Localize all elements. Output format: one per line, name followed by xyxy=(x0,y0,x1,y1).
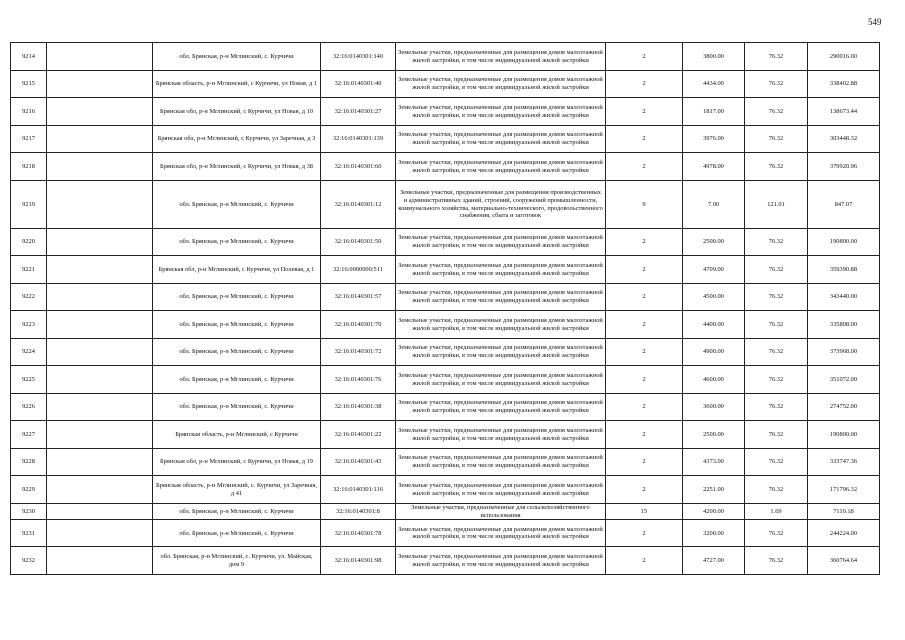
use-group-cell: 2 xyxy=(606,394,683,421)
land-use-cell: Земельные участки, предназначенные для размещения домов малоэтажной жилой застройки, в том числе индивидуальной жилой застройки xyxy=(396,153,606,181)
spacer-cell xyxy=(47,476,153,504)
spacer-cell xyxy=(47,339,153,366)
area-cell: 4200.00 xyxy=(683,504,745,520)
use-group-cell: 2 xyxy=(606,229,683,256)
cadastral-number-cell: 32:16:0140301:116 xyxy=(321,476,396,504)
area-cell: 4900.00 xyxy=(683,339,745,366)
row-number-cell: 9228 xyxy=(11,449,47,476)
use-group-cell: 2 xyxy=(606,449,683,476)
use-group-cell: 15 xyxy=(606,504,683,520)
table-row xyxy=(11,547,880,575)
use-group-cell: 2 xyxy=(606,366,683,394)
area-cell: 2500.00 xyxy=(683,421,745,449)
use-group-cell: 2 xyxy=(606,71,683,98)
land-use-cell: Земельные участки, предназначенные для размещения домов малоэтажной жилой застройки, в том числе индивидуальной жилой застройки xyxy=(396,229,606,256)
cadastral-value-cell: 244224.00 xyxy=(808,520,880,547)
use-group-cell: 2 xyxy=(606,547,683,575)
cadastral-number-cell: 32:16:0140301:22 xyxy=(321,421,396,449)
row-number-cell: 9217 xyxy=(11,126,47,153)
specific-value-cell: 76.32 xyxy=(745,394,808,421)
use-group-cell: 2 xyxy=(606,339,683,366)
spacer-cell xyxy=(47,98,153,126)
table-row xyxy=(11,153,880,181)
row-number-cell: 9224 xyxy=(11,339,47,366)
spacer-cell xyxy=(47,504,153,520)
use-group-cell: 2 xyxy=(606,421,683,449)
specific-value-cell: 76.32 xyxy=(745,339,808,366)
specific-value-cell: 76.32 xyxy=(745,421,808,449)
cadastral-number-cell: 32:16:0140301:57 xyxy=(321,284,396,311)
use-group-cell: 2 xyxy=(606,476,683,504)
cadastral-value-cell: 338402.88 xyxy=(808,71,880,98)
address-cell: Брянская обл, р-н Мглинский, с Курчичи, ул Новая, д 38 xyxy=(153,153,321,181)
area-cell: 7.00 xyxy=(683,181,745,229)
cadastral-value-cell: 847.07 xyxy=(808,181,880,229)
spacer-cell xyxy=(47,256,153,284)
cadastral-number-cell: 32:16:0140301:98 xyxy=(321,547,396,575)
address-cell: Брянская область, р-н Мглинский, с. Курчичи, ул Заречная, д 41 xyxy=(153,476,321,504)
address-cell: обл. Брянская, р-н Мглинский, с. Курчичи xyxy=(153,181,321,229)
use-group-cell: 2 xyxy=(606,520,683,547)
cadastral-value-cell: 343440.00 xyxy=(808,284,880,311)
spacer-cell xyxy=(47,181,153,229)
area-cell: 3600.00 xyxy=(683,394,745,421)
address-cell: обл. Брянская, р-н Мглинский, с. Курчичи xyxy=(153,394,321,421)
table-row xyxy=(11,181,880,229)
use-group-cell: 2 xyxy=(606,256,683,284)
use-group-cell: 2 xyxy=(606,153,683,181)
address-cell: обл. Брянская, р-н Мглинский, с. Курчичи xyxy=(153,339,321,366)
address-cell: обл. Брянская, р-н Мглинский, с. Курчичи xyxy=(153,284,321,311)
address-cell: обл. Брянская, р-н Мглинский, с. Курчичи xyxy=(153,229,321,256)
row-number-cell: 9219 xyxy=(11,181,47,229)
land-use-cell: Земельные участки, предназначенные для размещения домов малоэтажной жилой застройки, в том числе индивидуальной жилой застройки xyxy=(396,394,606,421)
cadastral-value-cell: 359390.88 xyxy=(808,256,880,284)
row-number-cell: 9221 xyxy=(11,256,47,284)
specific-value-cell: 76.32 xyxy=(745,366,808,394)
cadastral-number-cell: 32:16:0140301:76 xyxy=(321,366,396,394)
spacer-cell xyxy=(47,43,153,71)
spacer-cell xyxy=(47,394,153,421)
table-row xyxy=(11,504,880,520)
land-use-cell: Земельные участки, предназначенные для размещения домов малоэтажной жилой застройки, в том числе индивидуальной жилой застройки xyxy=(396,284,606,311)
table-body xyxy=(11,43,880,575)
spacer-cell xyxy=(47,229,153,256)
page-number: 549 xyxy=(868,17,882,27)
address-cell: Брянская обл, р-н Мглинский, с Курчичи, ул Новая, д 19 xyxy=(153,449,321,476)
address-cell: обл. Брянская, р-н Мглинский, с. Курчичи xyxy=(153,504,321,520)
spacer-cell xyxy=(47,520,153,547)
row-number-cell: 9226 xyxy=(11,394,47,421)
address-cell: Брянская обл, р-н Мглинский, с Курчичи, ул Заречная, д 3 xyxy=(153,126,321,153)
area-cell: 1817.00 xyxy=(683,98,745,126)
row-number-cell: 9231 xyxy=(11,520,47,547)
area-cell: 4727.00 xyxy=(683,547,745,575)
table-row xyxy=(11,520,880,547)
spacer-cell xyxy=(47,366,153,394)
spacer-cell xyxy=(47,284,153,311)
land-use-cell: Земельные участки, предназначенные для размещения домов малоэтажной жилой застройки, в том числе индивидуальной жилой застройки xyxy=(396,366,606,394)
cadastral-number-cell: 32:16:0140301:50 xyxy=(321,229,396,256)
cadastral-value-cell: 7110.18 xyxy=(808,504,880,520)
area-cell: 3200.00 xyxy=(683,520,745,547)
specific-value-cell: 76.32 xyxy=(745,98,808,126)
cadastral-number-cell: 32:16:0140301:140 xyxy=(321,43,396,71)
spacer-cell xyxy=(47,421,153,449)
land-use-cell: Земельные участки, предназначенные для размещения производственных и административных зданий, строений, сооружений промышленности, коммунального хозяйства, материально-технического, продовольственного снабжения, сбыта и заготовок xyxy=(396,181,606,229)
cadastral-value-cell: 360764.64 xyxy=(808,547,880,575)
row-number-cell: 9222 xyxy=(11,284,47,311)
address-cell: обл. Брянская, р-н Мглинский, с. Курчичи xyxy=(153,311,321,339)
specific-value-cell: 76.32 xyxy=(745,547,808,575)
cadastral-value-cell: 379920.96 xyxy=(808,153,880,181)
specific-value-cell: 76.32 xyxy=(745,256,808,284)
table-row xyxy=(11,43,880,71)
cadastral-number-cell: 32:16:0140301:60 xyxy=(321,153,396,181)
use-group-cell: 2 xyxy=(606,43,683,71)
specific-value-cell: 76.32 xyxy=(745,229,808,256)
table-row xyxy=(11,71,880,98)
land-use-cell: Земельные участки, предназначенные для размещения домов малоэтажной жилой застройки, в том числе индивидуальной жилой застройки xyxy=(396,520,606,547)
cadastral-value-cell: 335808.00 xyxy=(808,311,880,339)
cadastral-number-cell: 32:16:0140301:72 xyxy=(321,339,396,366)
table-row xyxy=(11,421,880,449)
table-row xyxy=(11,449,880,476)
land-use-cell: Земельные участки, предназначенные для размещения домов малоэтажной жилой застройки, в том числе индивидуальной жилой застройки xyxy=(396,421,606,449)
land-use-cell: Земельные участки, предназначенные для размещения домов малоэтажной жилой застройки, в том числе индивидуальной жилой застройки xyxy=(396,43,606,71)
cadastral-number-cell: 32:16:0140301:38 xyxy=(321,394,396,421)
specific-value-cell: 76.32 xyxy=(745,126,808,153)
land-use-cell: Земельные участки, предназначенные для размещения домов малоэтажной жилой застройки, в том числе индивидуальной жилой застройки xyxy=(396,256,606,284)
area-cell: 4500.00 xyxy=(683,284,745,311)
row-number-cell: 9229 xyxy=(11,476,47,504)
area-cell: 4978.00 xyxy=(683,153,745,181)
land-use-cell: Земельные участки, предназначенные для размещения домов малоэтажной жилой застройки, в том числе индивидуальной жилой застройки xyxy=(396,547,606,575)
use-group-cell: 2 xyxy=(606,98,683,126)
spacer-cell xyxy=(47,153,153,181)
land-use-cell: Земельные участки, предназначенные для размещения домов малоэтажной жилой застройки, в том числе индивидуальной жилой застройки xyxy=(396,449,606,476)
land-registry-table xyxy=(10,42,880,575)
table-row xyxy=(11,229,880,256)
table-row xyxy=(11,311,880,339)
cadastral-value-cell: 190800.00 xyxy=(808,421,880,449)
cadastral-value-cell: 333747.36 xyxy=(808,449,880,476)
row-number-cell: 9218 xyxy=(11,153,47,181)
land-use-cell: Земельные участки, предназначенные для размещения домов малоэтажной жилой застройки, в том числе индивидуальной жилой застройки xyxy=(396,311,606,339)
area-cell: 2251.00 xyxy=(683,476,745,504)
specific-value-cell: 121.01 xyxy=(745,181,808,229)
cadastral-number-cell: 32:16:0000000:511 xyxy=(321,256,396,284)
cadastral-value-cell: 290016.00 xyxy=(808,43,880,71)
area-cell: 2500.00 xyxy=(683,229,745,256)
table-row xyxy=(11,366,880,394)
address-cell: обл. Брянская, р-н Мглинский, с. Курчичи xyxy=(153,43,321,71)
specific-value-cell: 76.32 xyxy=(745,153,808,181)
specific-value-cell: 76.32 xyxy=(745,449,808,476)
area-cell: 4709.00 xyxy=(683,256,745,284)
area-cell: 4600.00 xyxy=(683,366,745,394)
spacer-cell xyxy=(47,547,153,575)
spacer-cell xyxy=(47,449,153,476)
table-row xyxy=(11,476,880,504)
use-group-cell: 2 xyxy=(606,284,683,311)
cadastral-value-cell: 303448.32 xyxy=(808,126,880,153)
table-row xyxy=(11,98,880,126)
address-cell: обл. Брянская, р-н Мглинский, с. Курчичи, ул. Майская, дом 9 xyxy=(153,547,321,575)
address-cell: Брянская обл, р-н Мглинский, с Курчичи, ул Новая, д 10 xyxy=(153,98,321,126)
cadastral-number-cell: 32:16:0140301:78 xyxy=(321,520,396,547)
cadastral-number-cell: 32:16:0140301:139 xyxy=(321,126,396,153)
land-use-cell: Земельные участки, предназначенные для размещения домов малоэтажной жилой застройки, в том числе индивидуальной жилой застройки xyxy=(396,98,606,126)
land-use-cell: Земельные участки, предназначенные для сельскохозяйственного использования xyxy=(396,504,606,520)
address-cell: обл. Брянская, р-н Мглинский, с. Курчичи xyxy=(153,366,321,394)
specific-value-cell: 76.32 xyxy=(745,476,808,504)
cadastral-value-cell: 351072.00 xyxy=(808,366,880,394)
cadastral-number-cell: 32:16:0140301:8 xyxy=(321,504,396,520)
cadastral-number-cell: 32:16:0140301:27 xyxy=(321,98,396,126)
spacer-cell xyxy=(47,311,153,339)
spacer-cell xyxy=(47,71,153,98)
use-group-cell: 2 xyxy=(606,126,683,153)
specific-value-cell: 76.32 xyxy=(745,520,808,547)
row-number-cell: 9214 xyxy=(11,43,47,71)
row-number-cell: 9220 xyxy=(11,229,47,256)
cadastral-number-cell: 32:16:0140301:40 xyxy=(321,71,396,98)
specific-value-cell: 76.32 xyxy=(745,311,808,339)
row-number-cell: 9227 xyxy=(11,421,47,449)
land-use-cell: Земельные участки, предназначенные для размещения домов малоэтажной жилой застройки, в том числе индивидуальной жилой застройки xyxy=(396,126,606,153)
cadastral-value-cell: 190800.00 xyxy=(808,229,880,256)
table-row xyxy=(11,339,880,366)
row-number-cell: 9223 xyxy=(11,311,47,339)
land-use-cell: Земельные участки, предназначенные для размещения домов малоэтажной жилой застройки, в том числе индивидуальной жилой застройки xyxy=(396,476,606,504)
area-cell: 4400.00 xyxy=(683,311,745,339)
row-number-cell: 9225 xyxy=(11,366,47,394)
row-number-cell: 9216 xyxy=(11,98,47,126)
address-cell: Брянская обл, р-н Мглинский, с Курчичи, ул Полевая, д 1 xyxy=(153,256,321,284)
table-row xyxy=(11,284,880,311)
address-cell: Брянская область, р-н Мглинский, с Курчичи xyxy=(153,421,321,449)
specific-value-cell: 1.69 xyxy=(745,504,808,520)
cadastral-number-cell: 32:16:0140301:12 xyxy=(321,181,396,229)
row-number-cell: 9230 xyxy=(11,504,47,520)
use-group-cell: 9 xyxy=(606,181,683,229)
specific-value-cell: 76.32 xyxy=(745,71,808,98)
cadastral-value-cell: 373968.00 xyxy=(808,339,880,366)
specific-value-cell: 76.32 xyxy=(745,284,808,311)
land-use-cell: Земельные участки, предназначенные для размещения домов малоэтажной жилой застройки, в том числе индивидуальной жилой застройки xyxy=(396,339,606,366)
table-row xyxy=(11,256,880,284)
specific-value-cell: 76.32 xyxy=(745,43,808,71)
row-number-cell: 9232 xyxy=(11,547,47,575)
table-row xyxy=(11,394,880,421)
area-cell: 4434.00 xyxy=(683,71,745,98)
cadastral-value-cell: 171796.32 xyxy=(808,476,880,504)
address-cell: Брянская область, р-н Мглинский, с Курчичи, ул Новая, д 1 xyxy=(153,71,321,98)
cadastral-value-cell: 274752.00 xyxy=(808,394,880,421)
spacer-cell xyxy=(47,126,153,153)
table-row xyxy=(11,126,880,153)
area-cell: 3976.00 xyxy=(683,126,745,153)
land-use-cell: Земельные участки, предназначенные для размещения домов малоэтажной жилой застройки, в том числе индивидуальной жилой застройки xyxy=(396,71,606,98)
row-number-cell: 9215 xyxy=(11,71,47,98)
area-cell: 4373.00 xyxy=(683,449,745,476)
address-cell: обл. Брянская, р-н Мглинский, с. Курчичи xyxy=(153,520,321,547)
cadastral-number-cell: 32:16:0140301:43 xyxy=(321,449,396,476)
cadastral-number-cell: 32:16:0140301:70 xyxy=(321,311,396,339)
cadastral-value-cell: 138673.44 xyxy=(808,98,880,126)
area-cell: 3800.00 xyxy=(683,43,745,71)
use-group-cell: 2 xyxy=(606,311,683,339)
